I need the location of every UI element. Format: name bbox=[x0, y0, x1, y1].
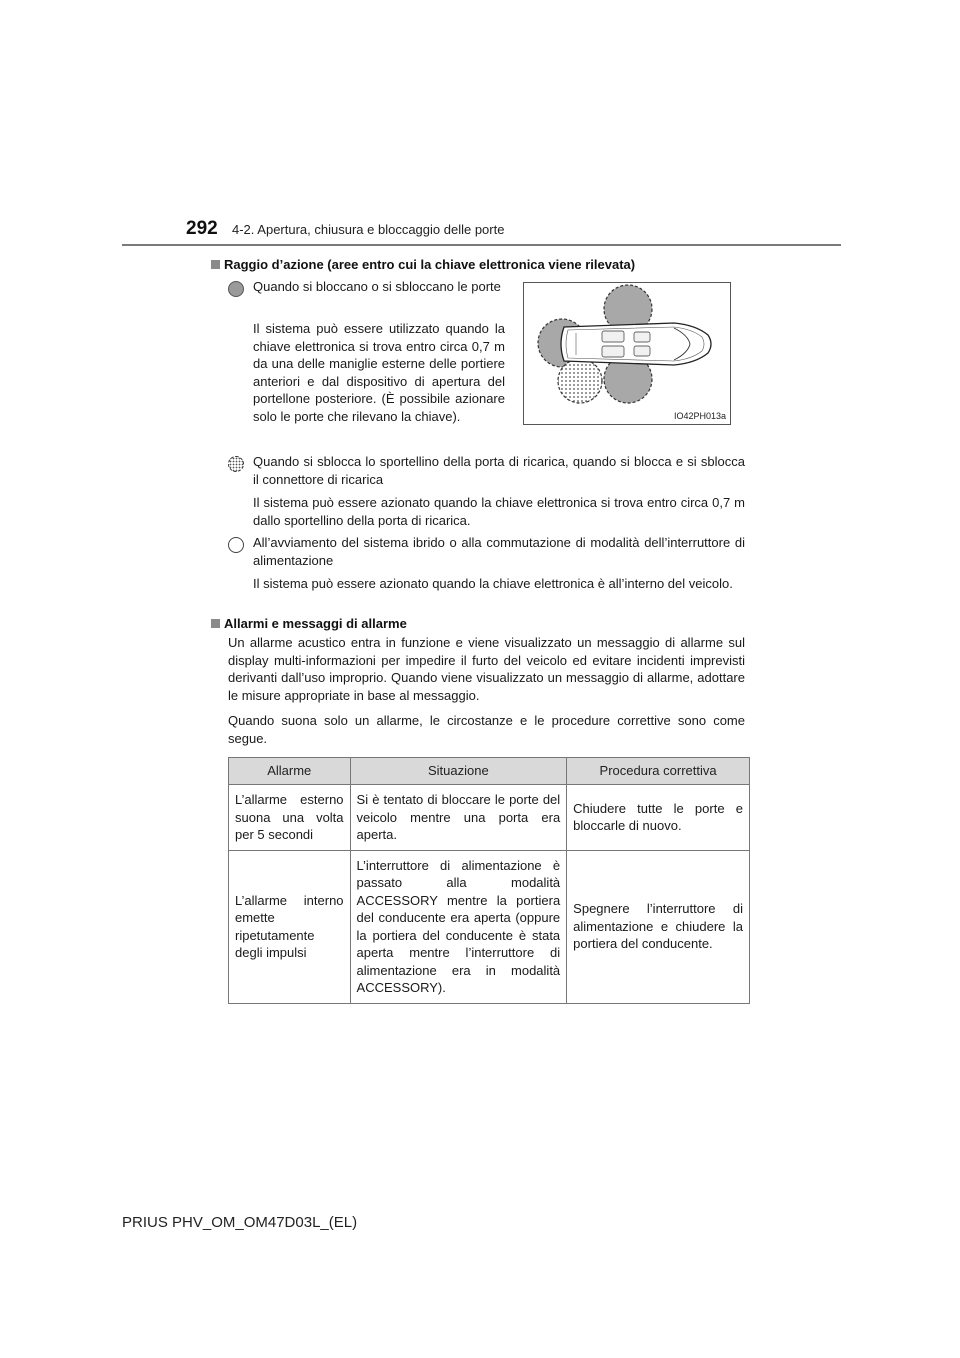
item-3-title: All’avviamento del sistema ibrido o alla commutazione di modalità dell’interruttore di alimentazione bbox=[253, 535, 745, 568]
dotted-zone-icon bbox=[228, 456, 244, 472]
section-heading-alarms-text: Allarmi e messaggi di allarme bbox=[224, 616, 407, 631]
front-seat-left bbox=[634, 332, 650, 342]
header-procedure: Procedura correttiva bbox=[567, 758, 750, 785]
alarm-paragraph-1: Un allarme acustico entra in funzione e viene visualizzato un messaggio di allarme sul display multi-informazioni per impedire il furto del veicolo ed evitare incidenti imprevisti derivanti dall’uso improprio. Quando viene visualizzato un messaggio di allarme, adottare le misure appropriate in base al messaggio. bbox=[228, 635, 745, 703]
item-2-title: Quando si sblocca lo sportellino della porta di ricarica, quando si blocca e si sblocca il connettore di ricarica bbox=[253, 454, 745, 487]
table-cell: Si è tentato di bloccare le porte del veicolo mentre una porta era aperta. bbox=[350, 785, 567, 851]
charge-port-zone-circle bbox=[558, 359, 602, 403]
header-divider bbox=[122, 244, 841, 246]
section-heading-range bbox=[211, 256, 751, 274]
section-heading-alarms bbox=[211, 615, 751, 633]
table-cell: L’allarme interno emette ripetutamente degli impulsi bbox=[229, 850, 351, 1003]
table-cell: Spegnere l’interruttore di alimentazione e chiudere la portiera del conducente. bbox=[567, 850, 750, 1003]
range-diagram bbox=[523, 282, 731, 425]
header-alarm: Allarme bbox=[229, 758, 351, 785]
table-row bbox=[229, 850, 750, 1003]
solid-zone-icon bbox=[228, 281, 244, 297]
alarm-paragraph-2: Quando suona solo un allarme, le circostanze e le procedure correttive sono come segue. bbox=[228, 713, 745, 746]
footer-doc-code: PRIUS PHV_OM_OM47D03L_(EL) bbox=[122, 1214, 358, 1231]
table-row bbox=[229, 785, 750, 851]
table-header-row bbox=[229, 758, 750, 785]
item-1-title: Quando si bloccano o si sbloccano le porte bbox=[253, 279, 501, 294]
rear-seat-left bbox=[602, 331, 624, 342]
item-3-text: Il sistema può essere azionato quando la chiave elettronica è all’interno del veicolo. bbox=[253, 576, 733, 591]
header-situation: Situazione bbox=[350, 758, 567, 785]
section-heading-range-text: Raggio d’azione (aree entro cui la chiave elettronica viene rilevata) bbox=[224, 257, 636, 272]
page-number: 292 bbox=[186, 218, 218, 239]
table-cell: L’interruttore di alimentazione è passato alla modalità ACCESSORY mentre la portiera del conducente era aperta (oppure la portiera del conducente è stata aperta mentre l’interruttore di alimentazione era in modalità ACCESSORY). bbox=[350, 850, 567, 1003]
chapter-title: 4-2. Apertura, chiusura e bloccaggio delle porte bbox=[232, 222, 505, 237]
table-cell: L’allarme esterno suona una volta per 5 secondi bbox=[229, 785, 351, 851]
table-cell: Chiudere tutte le porte e bloccarle di nuovo. bbox=[567, 785, 750, 851]
square-bullet-icon bbox=[211, 619, 220, 628]
alarm-table bbox=[228, 757, 750, 1004]
figure-code: IO42PH013a bbox=[673, 411, 726, 421]
item-1-text: Il sistema può essere utilizzato quando la chiave elettronica si trova entro circa 0,7 m da una delle maniglie esterne delle portiere anteriori e dal dispositivo di apertura del portellone posteriore. (È possibile azionare solo le porte che rilevano la chiave). bbox=[253, 321, 505, 424]
front-seat-right bbox=[634, 346, 650, 356]
rear-seat-right bbox=[602, 346, 624, 357]
item-2-text: Il sistema può essere azionato quando la chiave elettronica si trova entro circa 0,7 m dallo sportellino della porta di ricarica. bbox=[253, 495, 745, 528]
outline-zone-icon bbox=[228, 537, 244, 553]
square-bullet-icon bbox=[211, 260, 220, 269]
car-range-illustration bbox=[524, 283, 730, 424]
